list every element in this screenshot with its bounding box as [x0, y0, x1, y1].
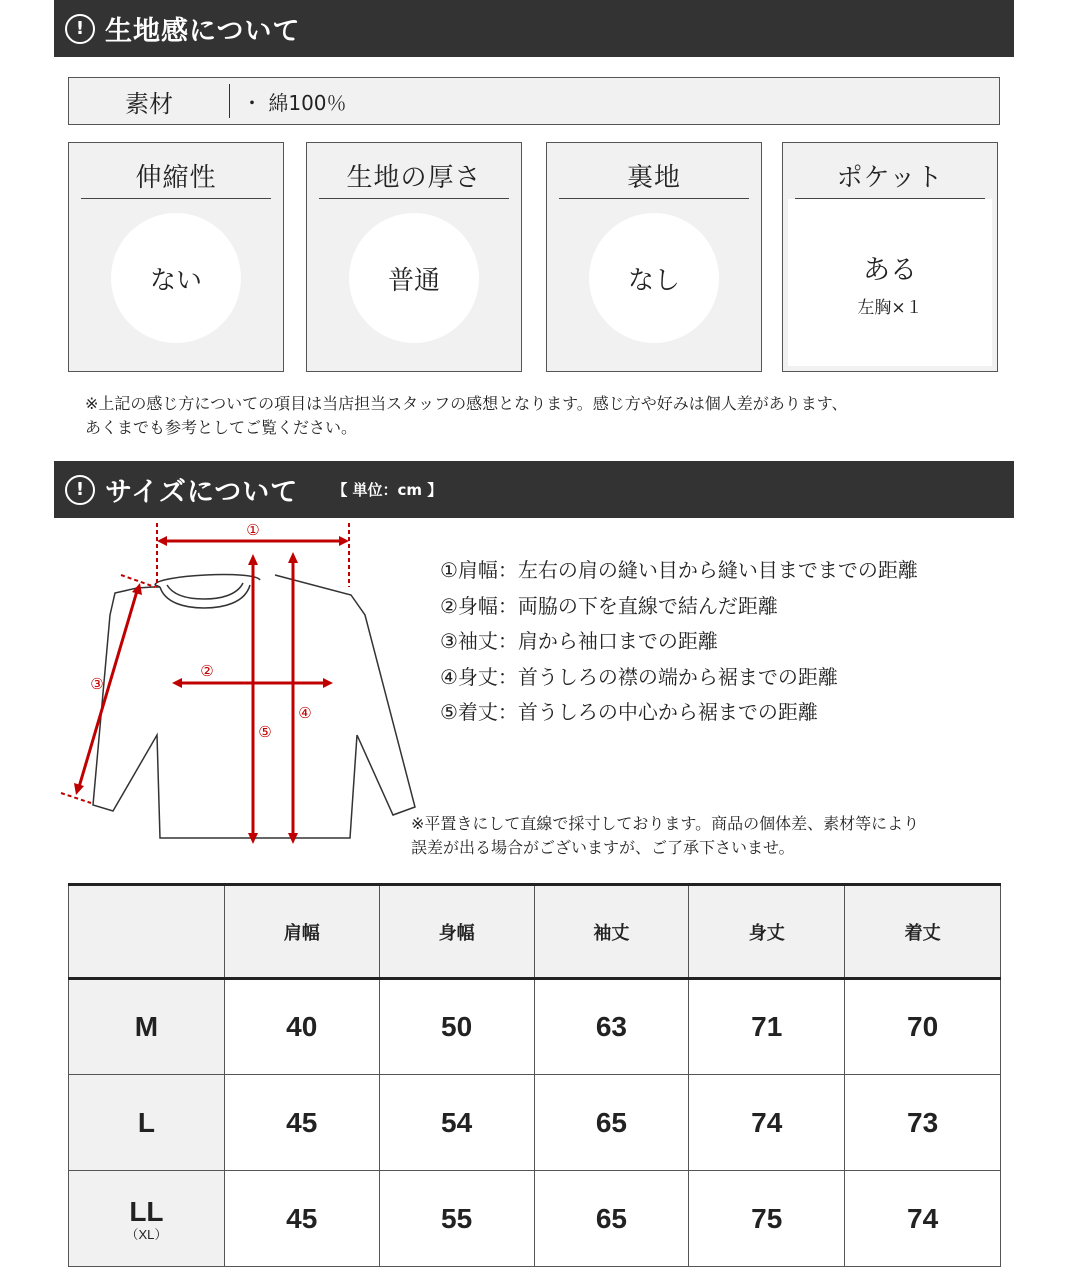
thickness-card [306, 142, 522, 372]
definition-total-length: ⑤着丈：首うしろの中心から裾までの距離 [440, 700, 818, 724]
fabric-note-line: あくまでも参考としてご覧ください。 [85, 418, 358, 437]
table-cell: 65 [534, 1075, 689, 1171]
pocket-title: ポケット [795, 157, 985, 199]
size-label: L [69, 1075, 225, 1171]
diagram-label-3: ③ [90, 675, 104, 693]
size-note-line: ※平置きにして直線で採寸しております。商品の個体差、素材等により [411, 814, 920, 833]
table-cell: 70 [845, 979, 1001, 1075]
measurement-definitions [440, 553, 918, 731]
table-row [69, 1075, 1001, 1171]
size-label: M [69, 979, 225, 1075]
exclamation-circle-icon: ! [65, 475, 95, 505]
definition-sleeve: ③袖丈：肩から袖口までの距離 [440, 629, 718, 653]
size-note [411, 812, 919, 860]
shirt-measurement-diagram [55, 515, 425, 855]
table-row [69, 979, 1001, 1075]
size-unit-label: 【 単位：cm 】 [332, 481, 443, 499]
size-label: LL [129, 1195, 164, 1227]
diagram-label-2: ② [200, 662, 214, 680]
pocket-value-box [788, 199, 992, 366]
header-cell: 身幅 [379, 885, 534, 979]
material-row [68, 77, 1000, 125]
fabric-note [85, 392, 848, 440]
size-note-line: 誤差が出る場合がございますが、ご了承下さいませ。 [411, 838, 795, 857]
size-section-header [54, 461, 1014, 518]
diagram-label-1: ① [246, 521, 260, 539]
table-cell: 40 [224, 979, 379, 1075]
header-cell: 肩幅 [224, 885, 379, 979]
table-cell: 54 [379, 1075, 534, 1171]
stretch-value: ない [111, 213, 241, 343]
material-divider [229, 84, 230, 118]
table-cell: 50 [379, 979, 534, 1075]
pocket-card [782, 142, 998, 372]
pocket-detail: 左胸×１ [857, 297, 923, 318]
table-cell: 65 [534, 1171, 689, 1267]
table-cell: 55 [379, 1171, 534, 1267]
size-table-header [69, 885, 1001, 979]
table-cell: 74 [689, 1075, 845, 1171]
fabric-section-title: 生地感について [105, 16, 301, 47]
table-cell: 74 [845, 1171, 1001, 1267]
lining-title: 裏地 [559, 157, 749, 199]
exclamation-circle-icon: ! [65, 14, 95, 44]
fabric-section-header [54, 0, 1014, 57]
header-cell: 身丈 [689, 885, 845, 979]
table-cell: 75 [689, 1171, 845, 1267]
header-cell: 着丈 [845, 885, 1001, 979]
thickness-value: 普通 [349, 213, 479, 343]
diagram-label-5: ⑤ [258, 723, 272, 741]
header-cell [69, 885, 225, 979]
lining-value: なし [589, 213, 719, 343]
material-label: 素材 [125, 89, 173, 118]
thickness-title: 生地の厚さ [319, 157, 509, 199]
size-sublabel: （XL） [125, 1226, 168, 1242]
table-cell: 63 [534, 979, 689, 1075]
lining-card [546, 142, 762, 372]
pocket-value: ある [863, 254, 917, 286]
stretch-title: 伸縮性 [81, 157, 271, 199]
definition-shoulder: ①肩幅：左右の肩の縫い目から縫い目までまでの距離 [440, 558, 918, 582]
material-value: ・ 綿100％ [242, 90, 347, 115]
table-cell: 45 [224, 1075, 379, 1171]
table-cell: 73 [845, 1075, 1001, 1171]
header-cell: 袖丈 [534, 885, 689, 979]
definition-body-length: ④身丈：首うしろの襟の端から裾までの距離 [440, 664, 838, 689]
fabric-note-line: ※上記の感じ方についての項目は当店担当スタッフの感想となります。感じ方や好みは個人差があります、 [85, 394, 848, 413]
table-cell: 45 [224, 1171, 379, 1267]
size-section-title: サイズについて [105, 477, 299, 508]
stretch-card [68, 142, 284, 372]
diagram-label-4: ④ [298, 704, 312, 722]
table-cell: 71 [689, 979, 845, 1075]
size-label-cell [69, 1171, 225, 1267]
size-table [68, 883, 1001, 1267]
table-row [69, 1171, 1001, 1267]
definition-chest: ②身幅：両脇の下を直線で結んだ距離 [440, 593, 778, 618]
